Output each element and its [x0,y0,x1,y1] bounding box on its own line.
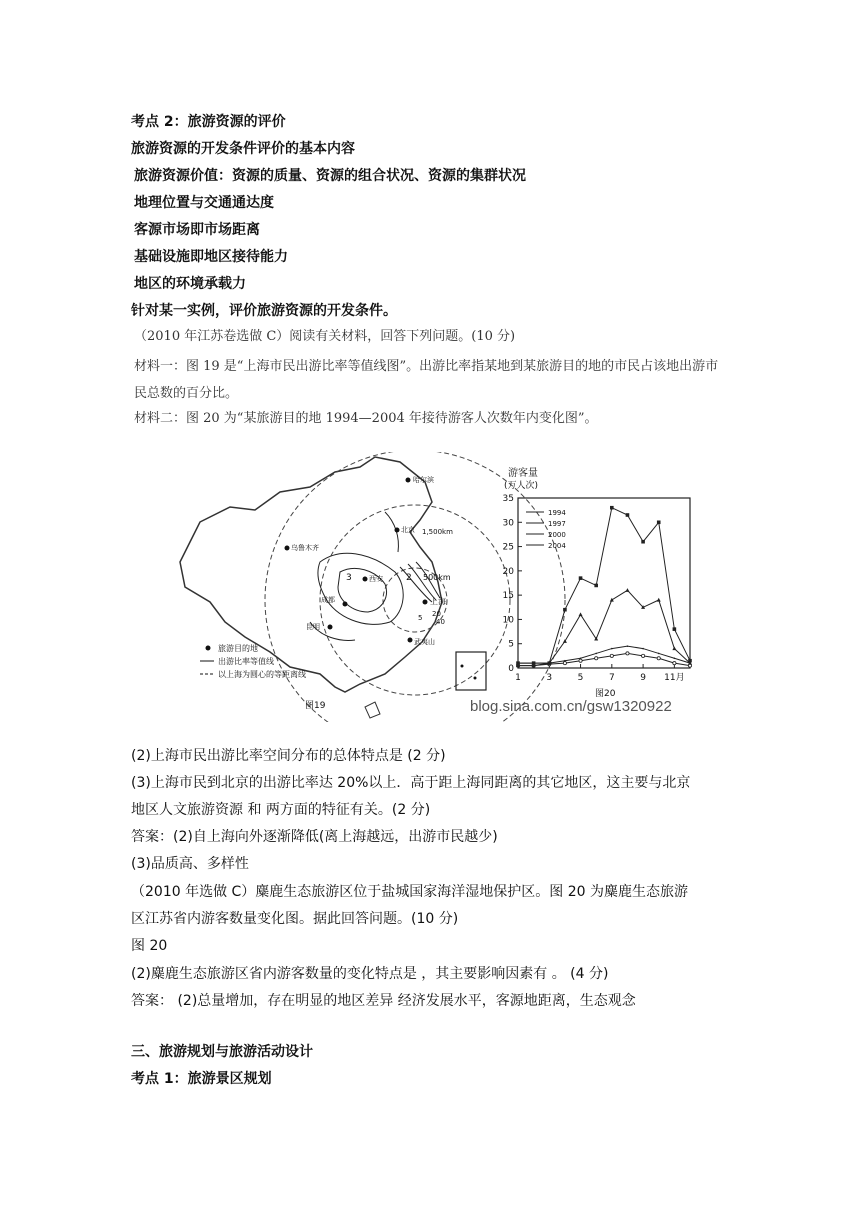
data-point [641,654,644,657]
data-point [516,661,520,665]
chart-ylabel: (万人次) [504,481,539,491]
y-tick-label: 15 [502,591,514,602]
question-b2: (2)麋鹿生态旅游区省内游客数量的变化特点是 ，其主要影响因素有 。 (4 分) [131,966,609,982]
map-label: 昆明 [306,623,320,631]
x-tick-label: 1 [515,673,521,683]
data-point [532,661,536,665]
data-point [673,662,676,665]
question-intro: （2010 年江苏卷选做 C）阅读有关材料，回答下列问题。(10 分) [134,329,516,344]
map-label: 北京 [401,526,415,534]
map-label: 20 [432,610,441,618]
legend-text: 以上海为圆心的等距离线 [218,670,306,679]
map-label: 上海 [430,597,446,606]
data-point [627,645,629,647]
map-label: 2 [406,573,412,583]
list-item: 客源市场即市场距离 [134,222,260,238]
map-legend [200,643,306,679]
data-point [625,588,629,592]
y-tick-label: 20 [502,566,514,577]
x-tick-label: 7 [608,673,615,683]
question-2: (2)上海市民出游比率空间分布的总体特点是 (2 分) [131,748,446,764]
data-point [579,576,583,580]
map-label: 成都 [321,596,335,604]
map-label: 武夷山 [414,638,435,646]
map-label: 500km [423,573,451,582]
watermark: blog.sina.com.cn/gsw1320922 [470,698,672,715]
data-point [594,584,598,588]
data-point [642,648,644,650]
heading-topic2: 考点 2：旅游资源的评价 [131,114,286,130]
legend-text: 旅游目的地 [218,644,258,653]
x-tick-label: 9 [640,673,646,683]
data-point [563,662,566,665]
list-item: 旅游资源价值：资源的质量、资源的组合状况、资源的集群状况 [134,168,526,184]
task-text: 针对某一实例，评价旅游资源的开发条件。 [131,303,397,319]
question-3-line1: (3)上海市民到北京的出游比率达 20%以上．高于距上海同距离的其它地区，这主要与北京 [131,775,691,791]
data-point [579,659,582,662]
data-point [658,653,660,655]
x-tick-label: 3 [546,673,553,683]
data-point [580,657,582,659]
series-line-2004 [518,508,690,663]
map-inset [456,652,486,690]
material-one: 材料一：图 19 是“上海市民出游比率等值线图”。出游比率指某地到某旅游目的地的市民占该地出游市民总数的百分比。 [134,359,719,401]
list-item: 基础设施即地区接待能力 [134,249,288,265]
map-label: 西安 [369,575,383,583]
data-point [657,657,660,660]
map-label: 1,500km [422,528,453,536]
map-label: 哈尔滨 [413,476,434,484]
map-label: 3 [346,573,352,583]
y-tick-label: 0 [508,664,514,674]
legend-text: 出游比率等值线 [218,657,274,666]
data-point [657,520,661,524]
data-point [626,513,630,517]
legend-label: 1994 [548,509,566,517]
data-point [563,608,567,612]
y-tick-label: 25 [502,542,514,553]
data-point [641,540,645,544]
y-tick-label: 10 [502,615,514,626]
series-line-2000 [518,590,690,665]
data-point [673,627,677,631]
data-point [611,648,613,650]
data-point [595,657,598,660]
data-point [547,661,551,665]
x-tick-label: 11月 [664,673,685,683]
material-two: 材料二：图 20 为“某旅游目的地 1994—2004 年接待游客人次数年内变化图”。 [134,411,598,426]
data-point [674,657,676,659]
heading-dev-conditions: 旅游资源的开发条件评价的基本内容 [131,141,355,157]
distance-circle-1500 [320,505,510,695]
data-point [595,653,597,655]
legend-label: 1997 [548,520,566,528]
chart-caption: 图20 [595,689,616,699]
x-tick-label: 5 [577,673,584,683]
answer-b: 答案： (2)总量增加，存在明显的地区差异 经济发展水平，客源地距离，生态观念 [131,993,636,1009]
question-3-line2: 地区人文旅游资源 和 两方面的特征有关。(2 分) [131,802,431,818]
legend-label: 2004 [548,542,566,550]
chart-title: 游客量 [508,468,538,479]
section-3-heading: 三、旅游规划与旅游活动设计 [131,1044,313,1060]
data-point [688,659,692,663]
y-tick-label: 5 [508,639,514,650]
topic-1-heading: 考点 1：旅游景区规划 [131,1071,272,1087]
question-b-intro2: 区江苏省内游客数量变化图。据此回答问题。(10 分) [131,911,459,927]
map-label: 5 [418,614,423,622]
list-item: 地区的环境承载力 [134,276,246,292]
figure-map-and-chart [170,452,710,722]
question-b-intro1: （2010 年选做 C）麋鹿生态旅游区位于盐城国家海洋湿地保护区。图 20 为麋鹿生态旅游 [131,884,689,900]
data-point [610,654,613,657]
data-point [672,646,676,650]
legend-label: 2000 [548,531,566,539]
map-caption: 图19 [305,701,326,711]
figure-20-label: 图 20 [131,938,168,954]
y-tick-label: 30 [502,518,514,529]
map-label: 乌鲁木齐 [291,544,319,552]
data-point [579,612,583,616]
answer-2: 答案：(2)自上海向外逐渐降低(离上海越远，出游市民越少) [131,829,498,845]
data-point [564,660,566,662]
answer-3: (3)品质高、多样性 [131,856,249,872]
data-point [657,598,661,602]
line-chart [503,466,692,699]
map-label: 40 [436,618,445,626]
series-line-1997 [518,646,690,663]
list-item: 地理位置与交通通达度 [134,195,274,211]
data-point [610,506,614,510]
y-tick-label: 35 [502,494,514,504]
data-point [626,652,629,655]
